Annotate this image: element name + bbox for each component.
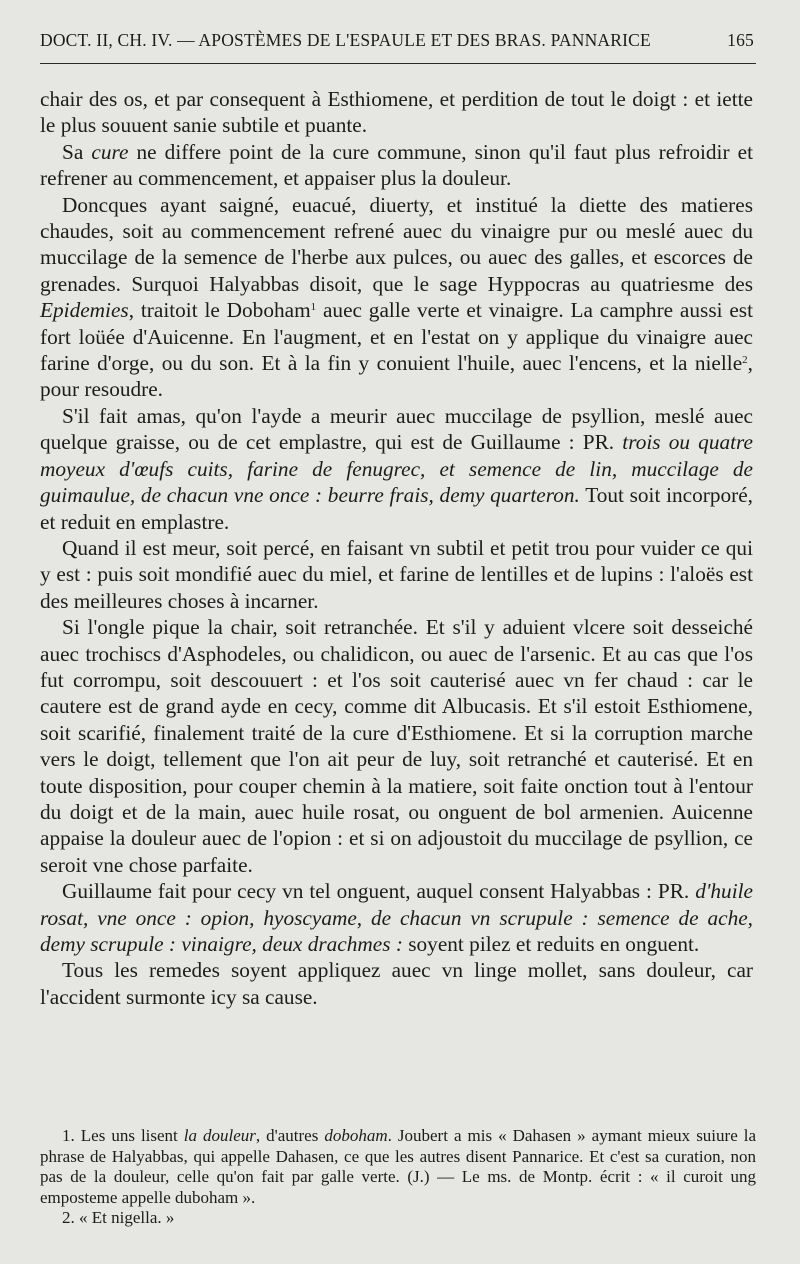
footnote-ref-1: 1	[310, 301, 317, 314]
paragraph-3: Doncques ayant saigné, euacué, diuerty, et institué la diette des matieres chaudes, soit au commencement refrené auec du vinaigre pur ou meslé auec du muccilage de la semence de l'herbe aux pulces, ou auec des galles, et escorces de grenades. Surquoi Halyabbas disoit, que le sage Hyppocras au quatriesme des Epidemies, traitoit le Doboham$^1$ auec galle verte et vinaigre. La camphre aussi est fort loüée d'Auicenne. En l'augment, et en l'estat on y applique du vinaigre auec farine d'orge, ou du son. Et à la fin y conuient l'huile, auec l'encens, et la nielle$^2$, pour resoudre.	[40, 192, 754, 402]
main-text	[40, 86, 753, 1010]
footnote-1: 1. Les uns lisent la douleur, d'autres doboham. Joubert a mis « Dahasen » aymant mieux suiure la phrase de Halyabbas, qui appelle Dahasen, ce que les autres disent Pannarice. Et c'est sa curation, non pas de la douleur, celle qu'on fait par galle verte. (J.) — Le ms. de Montp. écrit : « il curoit ung emposteme appelle duboham ».	[40, 1126, 757, 1207]
paragraph-6: Si l'ongle pique la chair, soit retranchée. Et s'il y aduient vlcere soit desseiché auec trochiscs d'Asphodeles, ou chalidicon, ou auec de l'arsenic. Et au cas que l'os fut corrompu, soit descouuert : et l'os soit cauterisé auec vn fer chaud : car le cautere est de grand ayde en cecy, comme dit Albucasis. Et s'il estoit Esthiomene, soit scarifié, finalement traité de la cure d'Esthiomene. Et si la corruption marche vers le doigt, tellement que l'on ait peur de luy, soit retranché et cauterisé. Et en toute disposition, pour couper chemin à la matiere, soit faite onction tout à l'entour du doigt et de la main, auec huile rosat, ou onguent de bol armenien. Auicenne appaise la douleur auec de l'opion : et si on adjoustoit du muccilage de psyllion, ce seroit vne chose parfaite.	[40, 615, 753, 877]
italic-title: Epidemies	[40, 298, 129, 323]
italic-term: cure	[91, 139, 129, 164]
running-header	[40, 30, 756, 51]
header-rule	[40, 63, 756, 64]
italic-recipe: d'huile rosat, vne once : opion, hyoscyame, de chacun vn scrupule : semence de ache, demy scrupule : vinaigre, deux drachmes :	[40, 879, 753, 956]
footnotes	[40, 1126, 756, 1229]
page-number: 165	[727, 30, 754, 50]
footnote-ref-2: 2	[742, 354, 748, 367]
paragraph-4: S'il fait amas, qu'on l'ayde a meurir auec muccilage de psyllion, meslé auec quelque graisse, ou de cet emplastre, qui est de Guillaume : PR. trois ou quatre moyeux d'œufs cuits, farine de fenugrec, et semence de lin, muccilage de guimaulue, de chacun vne once : beurre frais, demy quarteron. Tout soit incorporé, et reduit en emplastre.	[40, 403, 753, 534]
italic-recipe: trois ou quatre moyeux d'œufs cuits, farine de fenugrec, et semence de lin, muccilage de guimaulue, de chacun vne once : beurre frais, demy quarteron.	[40, 430, 753, 508]
header-title: DOCT. II, CH. IV. — APOSTÈMES DE L'ESPAULE ET DES BRAS. PANNARICE	[40, 30, 651, 50]
paragraph-8: Tous les remedes soyent appliquez auec vn linge mollet, sans douleur, car l'accident surmonte icy sa cause.	[40, 958, 753, 1009]
paragraph-7: Guillaume fait pour cecy vn tel onguent, auquel consent Halyabbas : PR. d'huile rosat, vne once : opion, hyoscyame, de chacun vn scrupule : semence de ache, demy scrupule : vinaigre, deux drachmes : soyent pilez et reduits en onguent.	[40, 879, 753, 956]
paragraph-1: chair des os, et par consequent à Esthiomene, et perdition de tout le doigt : et iette le plus souuent sanie subtile et puante.	[40, 87, 753, 138]
footnote-2: 2. « Et nigella. »	[62, 1208, 175, 1227]
paragraph-2: Sa cure ne differe point de la cure commune, sinon qu'il faut plus refroidir et refrener au commencement, et appaiser plus la douleur.	[40, 139, 754, 191]
paragraph-5: Quand il est meur, soit percé, en faisant vn subtil et petit trou pour vuider ce qui y est : puis soit mondifié auec du miel, et farine de lentilles et de lupins : l'aloës est des meilleures choses à incarner.	[40, 535, 753, 613]
